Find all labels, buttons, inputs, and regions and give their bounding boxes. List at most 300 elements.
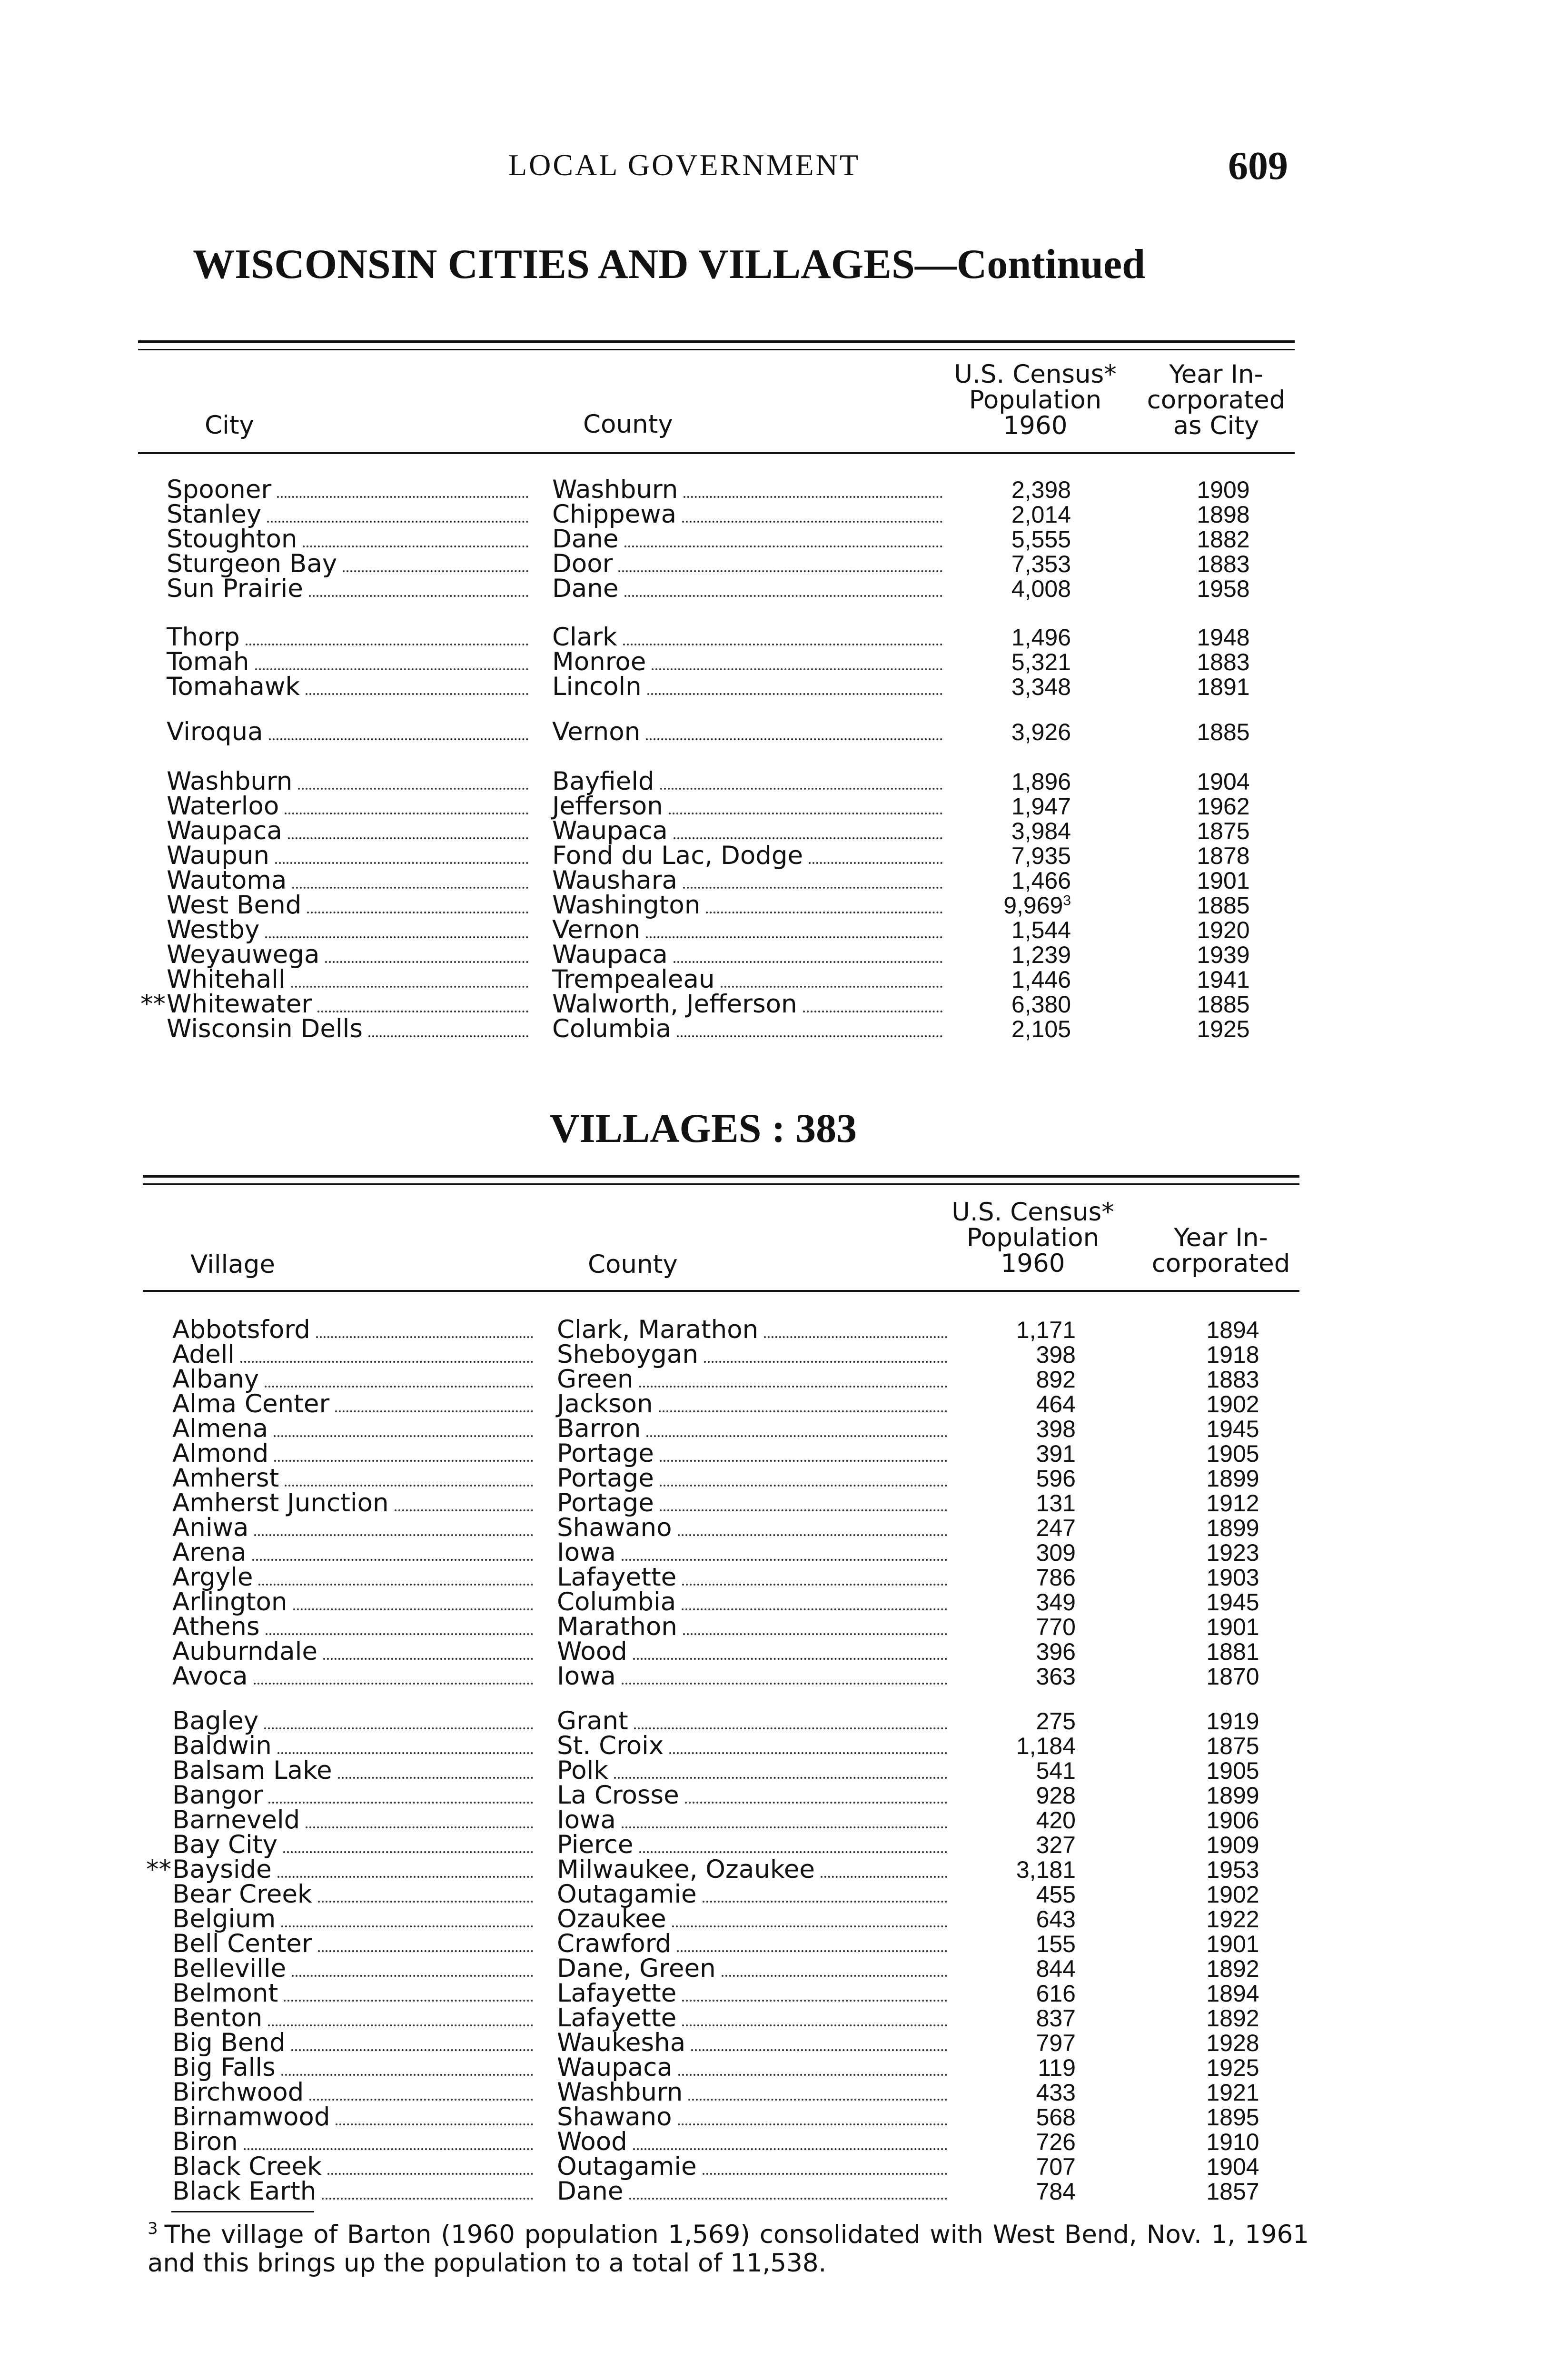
population-value: 1,446	[1011, 966, 1071, 993]
name-cell	[172, 2179, 533, 2205]
name-text: Belmont	[172, 1979, 278, 2008]
dot-leader	[660, 1509, 947, 1511]
table-row	[0, 2179, 1546, 2204]
census-header-line-3: 1960	[1003, 411, 1068, 440]
population-value: 4,008	[1011, 575, 1071, 602]
name-text: Almond	[172, 1439, 269, 1468]
name-text: Waupaca	[167, 816, 282, 845]
population-cell	[952, 1639, 1076, 1664]
dot-leader	[284, 2000, 533, 2002]
footnote-mark: 3	[148, 2219, 158, 2239]
population-cell	[952, 1734, 1076, 1758]
county-text: Ozaukee	[557, 1904, 666, 1934]
year-header-line-3: as City	[1173, 411, 1259, 440]
county-text: Waushara	[552, 866, 678, 895]
population-cell	[952, 1783, 1076, 1808]
dot-leader	[821, 1876, 947, 1878]
population-value: 726	[1036, 2129, 1076, 2155]
dot-leader	[629, 2198, 948, 2200]
county-cell	[557, 1664, 947, 1690]
dot-leader	[764, 1336, 947, 1338]
population-value: 363	[1036, 1663, 1076, 1690]
year-cell: 1898	[1197, 501, 1250, 528]
population-value: 770	[1036, 1614, 1076, 1640]
county-text: Door	[552, 549, 613, 578]
table-row	[0, 1664, 1546, 1689]
population-value: 398	[1036, 1416, 1076, 1442]
population-value: 398	[1036, 1341, 1076, 1368]
county-text: La Crosse	[557, 1781, 679, 1810]
name-text: Bayside	[172, 1855, 272, 1884]
county-cell	[557, 1731, 947, 1760]
dot-leader	[633, 1658, 947, 1660]
year-header-line-2: corporated	[1147, 386, 1286, 415]
dot-leader	[669, 1752, 947, 1754]
population-value: 1,947	[1011, 793, 1071, 820]
year-cell: 1899	[1206, 1782, 1259, 1809]
census-header-line-2: Population	[966, 1223, 1100, 1252]
name-text: Waupun	[167, 841, 269, 870]
county-text: Polk	[557, 1756, 608, 1785]
dot-leader	[622, 1683, 947, 1685]
county-text: Jackson	[557, 1389, 653, 1418]
year-cell: 1892	[1206, 1955, 1259, 1982]
census-header-line-1: U.S. Census*	[954, 360, 1117, 389]
name-text: Auburndale	[172, 1637, 317, 1666]
population-value: 1,544	[1011, 917, 1071, 943]
population-cell	[952, 1417, 1076, 1441]
running-header: LOCAL GOVERNMENT	[508, 148, 860, 182]
name-text: Wisconsin Dells	[167, 1014, 363, 1043]
name-text: Abbotsford	[172, 1315, 310, 1344]
year-cell: 1945	[1206, 1416, 1259, 1442]
year-cell: 1906	[1206, 1807, 1259, 1834]
population-value: 1,466	[1011, 867, 1071, 894]
population-cell	[952, 1516, 1076, 1540]
dot-leader	[293, 1608, 533, 1610]
population-value: 1,496	[1011, 624, 1071, 651]
population-cell	[952, 1882, 1076, 1907]
table-row	[0, 1441, 1546, 1466]
villages-col-header-census	[933, 1200, 1133, 1277]
table-row	[0, 1342, 1546, 1367]
table-row	[0, 2028, 1546, 2057]
census-header-line-1: U.S. Census*	[951, 1198, 1114, 1227]
population-value: 396	[1036, 1638, 1076, 1665]
dot-leader	[682, 1584, 947, 1586]
population-cell	[952, 1441, 1076, 1466]
year-cell: 1901	[1197, 867, 1250, 894]
dot-leader	[678, 2074, 947, 2076]
population-cell	[952, 1956, 1076, 1981]
year-cell: 1885	[1197, 991, 1250, 1018]
cities-col-header-county: County	[583, 410, 673, 439]
table-row	[0, 2154, 1546, 2179]
population-value: 3,926	[1011, 719, 1071, 745]
population-value: 5,321	[1011, 649, 1071, 675]
county-text: Crawford	[557, 1929, 672, 1958]
table-row	[0, 1929, 1546, 1958]
population-cell	[952, 2130, 1076, 2154]
year-cell: 1902	[1206, 1391, 1259, 1418]
dot-leader	[614, 1777, 947, 1779]
population-value: 1,896	[1011, 768, 1071, 795]
county-text: Columbia	[557, 1587, 676, 1616]
dot-leader	[703, 2173, 947, 2175]
cities-col-header-city: City	[205, 411, 254, 440]
row-group	[0, 1315, 1546, 1691]
county-text: Vernon	[552, 717, 641, 746]
dot-leader	[335, 1410, 533, 1412]
dot-leader	[268, 1802, 533, 1804]
table-row	[0, 2102, 1546, 2132]
county-text: Waupaca	[557, 2053, 673, 2082]
table-row	[0, 2055, 1546, 2080]
name-text: Birnamwood	[172, 2102, 330, 2132]
name-text: Bagley	[172, 1706, 259, 1735]
table-row	[0, 1587, 1546, 1616]
dot-leader	[322, 2198, 533, 2200]
name-text: Whitewater	[167, 990, 312, 1019]
year-cell: 1948	[1197, 624, 1250, 651]
footnote	[148, 2221, 1309, 2278]
row-group	[0, 1706, 1546, 2206]
population-value: 247	[1036, 1515, 1076, 1541]
year-cell: 1903	[1206, 1564, 1259, 1591]
population-cell	[952, 1808, 1076, 1833]
county-text: Marathon	[557, 1612, 677, 1641]
dot-leader	[318, 1901, 533, 1903]
dot-leader	[318, 1950, 533, 1952]
population-value: 616	[1036, 1980, 1076, 2007]
year-cell: 1902	[1206, 1881, 1259, 1908]
name-text: Whitehall	[167, 965, 286, 994]
name-text: Viroqua	[167, 717, 263, 746]
table-row	[0, 1956, 1546, 1981]
name-text: Belgium	[172, 1904, 276, 1934]
villages-col-header-county: County	[588, 1250, 678, 1279]
name-text: Tomahawk	[167, 672, 300, 701]
table-row	[0, 1488, 1546, 1517]
year-cell: 1962	[1197, 793, 1250, 820]
population-value: 349	[1036, 1589, 1076, 1616]
dot-leader	[660, 1460, 947, 1462]
dot-leader	[291, 2049, 533, 2051]
county-text: Dane	[552, 525, 619, 554]
dot-leader	[703, 1901, 947, 1903]
county-text: Wood	[557, 1637, 627, 1666]
dot-leader	[252, 1559, 533, 1561]
population-cell	[952, 1981, 1076, 2006]
table-row	[0, 2080, 1546, 2105]
dot-leader	[277, 1876, 533, 1878]
population-cell	[952, 2055, 1076, 2080]
table-row	[0, 2127, 1546, 2156]
year-cell: 1904	[1206, 2153, 1259, 2180]
villages-col-header-village: Village	[190, 1250, 275, 1279]
county-text: Bayfield	[552, 767, 654, 796]
population-value: 643	[1036, 1906, 1076, 1933]
population-value: 541	[1036, 1757, 1076, 1784]
year-cell: 1875	[1206, 1733, 1259, 1759]
year-cell: 1925	[1197, 1016, 1250, 1042]
year-cell: 1921	[1206, 2079, 1259, 2106]
year-cell: 1878	[1197, 843, 1250, 869]
year-cell: 1870	[1206, 1663, 1259, 1690]
dot-leader	[633, 2148, 947, 2150]
name-text: Aniwa	[172, 1513, 249, 1542]
population-cell	[952, 1709, 1076, 1734]
name-text: Belleville	[172, 1954, 287, 1983]
population-value: 455	[1036, 1881, 1076, 1908]
population-value: 568	[1036, 2104, 1076, 2131]
population-value: 1,184	[1016, 1733, 1076, 1759]
county-text: Dane	[552, 574, 619, 603]
population-cell	[952, 1540, 1076, 1565]
year-cell: 1909	[1197, 476, 1250, 503]
year-cell: 1928	[1206, 2030, 1259, 2056]
population-value: 837	[1036, 2005, 1076, 2032]
county-text: Barron	[557, 1414, 641, 1443]
year-cell: 1885	[1197, 892, 1250, 919]
population-value: 1,239	[1011, 942, 1071, 968]
dot-leader	[254, 1683, 533, 1685]
population-value: 7,935	[1011, 843, 1071, 869]
county-text: Fond du Lac, Dodge	[552, 841, 803, 870]
name-text: Bay City	[172, 1830, 277, 1859]
year-cell: 1894	[1206, 1317, 1259, 1343]
population-cell	[952, 2031, 1076, 2055]
dot-leader	[274, 1460, 533, 1462]
name-text: Amherst	[172, 1464, 279, 1493]
dot-leader	[659, 1410, 947, 1412]
year-cell: 1918	[1206, 1341, 1259, 1368]
name-text: Bear Creek	[172, 1880, 312, 1909]
county-text: Waupaca	[552, 816, 668, 845]
county-text: Portage	[557, 1488, 654, 1517]
year-cell: 1923	[1206, 1539, 1259, 1566]
year-cell: 1945	[1206, 1589, 1259, 1616]
dot-leader	[682, 1608, 947, 1610]
name-text: Washburn	[167, 767, 293, 796]
population-cell	[952, 1833, 1076, 1857]
population-cell	[952, 1758, 1076, 1783]
name-text: Big Bend	[172, 2028, 286, 2057]
year-cell: 1901	[1206, 1931, 1259, 1957]
population-value: 131	[1036, 1490, 1076, 1517]
census-header-line-2: Population	[969, 386, 1102, 415]
dot-leader	[309, 2099, 533, 2101]
dot-leader	[244, 2148, 533, 2150]
page-number: 609	[1228, 144, 1288, 188]
dot-leader	[672, 1925, 947, 1927]
name-text: Tomah	[167, 647, 249, 676]
county-text: Washington	[552, 891, 701, 920]
population-value: 3,348	[1011, 674, 1071, 700]
dot-leader	[678, 1534, 947, 1536]
table-row	[0, 1857, 1546, 1882]
dot-leader	[622, 1826, 947, 1828]
population-value: 275	[1036, 1708, 1076, 1735]
population-value: 784	[1036, 2178, 1076, 2205]
county-text: Iowa	[557, 1538, 616, 1567]
year-cell: 1899	[1206, 1515, 1259, 1541]
county-text: Iowa	[557, 1662, 616, 1691]
dot-leader	[274, 1435, 533, 1437]
name-text: Stanley	[167, 500, 262, 529]
county-text: Shawano	[557, 2102, 672, 2132]
county-text: Shawano	[557, 1513, 672, 1542]
dot-leader	[281, 1925, 533, 1927]
footnote-ref: 3	[1063, 892, 1071, 909]
name-text: West Bend	[167, 891, 302, 920]
dot-leader	[292, 1975, 533, 1977]
table-row	[0, 1830, 1546, 1859]
name-text: Sturgeon Bay	[167, 549, 337, 578]
name-cell	[172, 1664, 533, 1690]
year-cell: 1904	[1197, 768, 1250, 795]
population-value: 2,105	[1011, 1016, 1071, 1042]
name-text: Bell Center	[172, 1929, 312, 1958]
county-text: Green	[557, 1365, 634, 1394]
dot-leader	[264, 1727, 533, 1729]
county-text: Trempealeau	[552, 965, 715, 994]
county-text: Waukesha	[557, 2028, 686, 2057]
county-text: Iowa	[557, 1805, 616, 1835]
name-text: Alma Center	[172, 1389, 330, 1418]
population-value: 892	[1036, 1366, 1076, 1393]
year-cell: 1925	[1206, 2054, 1259, 2081]
year-cell: 1891	[1197, 674, 1250, 700]
population-cell	[952, 1318, 1076, 1342]
population-cell	[952, 1565, 1076, 1590]
population-value: 327	[1036, 1832, 1076, 1858]
name-text: Stoughton	[167, 525, 297, 554]
table-row	[0, 1565, 1546, 1590]
year-cell: 1939	[1197, 942, 1250, 968]
year-header-line-2: corporated	[1151, 1249, 1290, 1278]
name-text: Balsam Lake	[172, 1756, 332, 1785]
year-cell: 1953	[1206, 1856, 1259, 1883]
dot-leader	[622, 1559, 947, 1561]
table-row	[0, 1882, 1546, 1907]
name-text: Avoca	[172, 1662, 248, 1691]
population-value: 433	[1036, 2079, 1076, 2106]
county-text: Waupaca	[552, 940, 668, 969]
name-text: Thorp	[167, 623, 240, 652]
census-header-line-3: 1960	[1001, 1249, 1065, 1278]
year-cell: 1912	[1206, 1490, 1259, 1517]
population-value: 707	[1036, 2153, 1076, 2180]
county-text: Chippewa	[552, 500, 677, 529]
year-cell: 1892	[1206, 2005, 1259, 2032]
county-text: Clark	[552, 623, 617, 652]
name-text: Spooner	[167, 475, 272, 504]
year-cell: 1901	[1206, 1614, 1259, 1640]
dot-leader	[685, 1802, 947, 1804]
year-cell: 1883	[1206, 1366, 1259, 1393]
year-cell: 1919	[1206, 1708, 1259, 1735]
table-row	[0, 1389, 1546, 1418]
dot-leader	[683, 1633, 947, 1635]
dot-leader	[660, 1485, 947, 1487]
table-row	[0, 1706, 1546, 1735]
county-text: Lincoln	[552, 672, 642, 701]
population-cell	[952, 1857, 1076, 1882]
county-text: Jefferson	[552, 792, 663, 821]
population-cell	[952, 1491, 1076, 1516]
dot-leader	[327, 2173, 533, 2175]
dot-leader	[682, 2024, 947, 2026]
dot-leader	[639, 1386, 947, 1388]
dot-leader	[646, 1435, 947, 1437]
table-row	[0, 1805, 1546, 1835]
table-row	[0, 1758, 1546, 1783]
year-header-line-1: Year In-	[1174, 1223, 1268, 1252]
villages-section-title: VILLAGES : 383	[550, 1105, 857, 1151]
name-text: Black Earth	[172, 2177, 317, 2206]
county-text: Lafayette	[557, 1979, 677, 2008]
population-value: 1,171	[1016, 1317, 1076, 1343]
dot-leader	[338, 1777, 533, 1779]
name-text: Big Falls	[172, 2053, 276, 2082]
year-cell: 1885	[1197, 719, 1250, 745]
population-cell	[952, 1342, 1076, 1367]
year-cell: 1920	[1197, 917, 1250, 943]
population-value: 9,969	[1003, 892, 1063, 919]
villages-col-header-year	[1142, 1225, 1299, 1277]
year-cell: 1883	[1197, 649, 1250, 675]
name-text: Black Creek	[172, 2152, 322, 2181]
population-value: 420	[1036, 1807, 1076, 1834]
county-text: St. Croix	[557, 1731, 664, 1760]
county-text: Monroe	[552, 647, 646, 676]
dot-leader	[258, 1584, 533, 1586]
population-value: 309	[1036, 1539, 1076, 1566]
name-text: Baldwin	[172, 1731, 272, 1760]
county-text: Grant	[557, 1706, 628, 1735]
name-text: Athens	[172, 1612, 260, 1641]
year-cell: 1899	[1206, 1465, 1259, 1492]
name-text: Albany	[172, 1365, 259, 1394]
table-row	[0, 1783, 1546, 1808]
dot-leader	[285, 1485, 533, 1487]
table-row	[0, 1367, 1546, 1392]
population-value: 3,181	[1016, 1856, 1076, 1883]
table-row	[0, 1612, 1546, 1641]
population-cell	[952, 1590, 1076, 1615]
county-text: Washburn	[557, 2078, 683, 2107]
name-text: Bangor	[172, 1781, 263, 1810]
population-value: 6,380	[1011, 991, 1071, 1018]
table-row	[0, 1981, 1546, 2006]
name-text: Arena	[172, 1538, 247, 1567]
name-text: Amherst Junction	[172, 1488, 389, 1517]
dot-leader	[240, 1361, 533, 1363]
population-value: 155	[1036, 1931, 1076, 1957]
year-cell: 1875	[1197, 818, 1250, 844]
name-text: Barneveld	[172, 1805, 300, 1835]
dot-leader	[688, 2099, 947, 2101]
population-value: 3,984	[1011, 818, 1071, 844]
population-value: 5,555	[1011, 526, 1071, 553]
year-cell: 1881	[1206, 1638, 1259, 1665]
year-header-line-1: Year In-	[1169, 360, 1263, 389]
dot-leader	[277, 1752, 533, 1754]
county-text: Dane	[557, 2177, 624, 2206]
dot-leader	[678, 2123, 947, 2125]
row-mark: **	[146, 1855, 171, 1884]
